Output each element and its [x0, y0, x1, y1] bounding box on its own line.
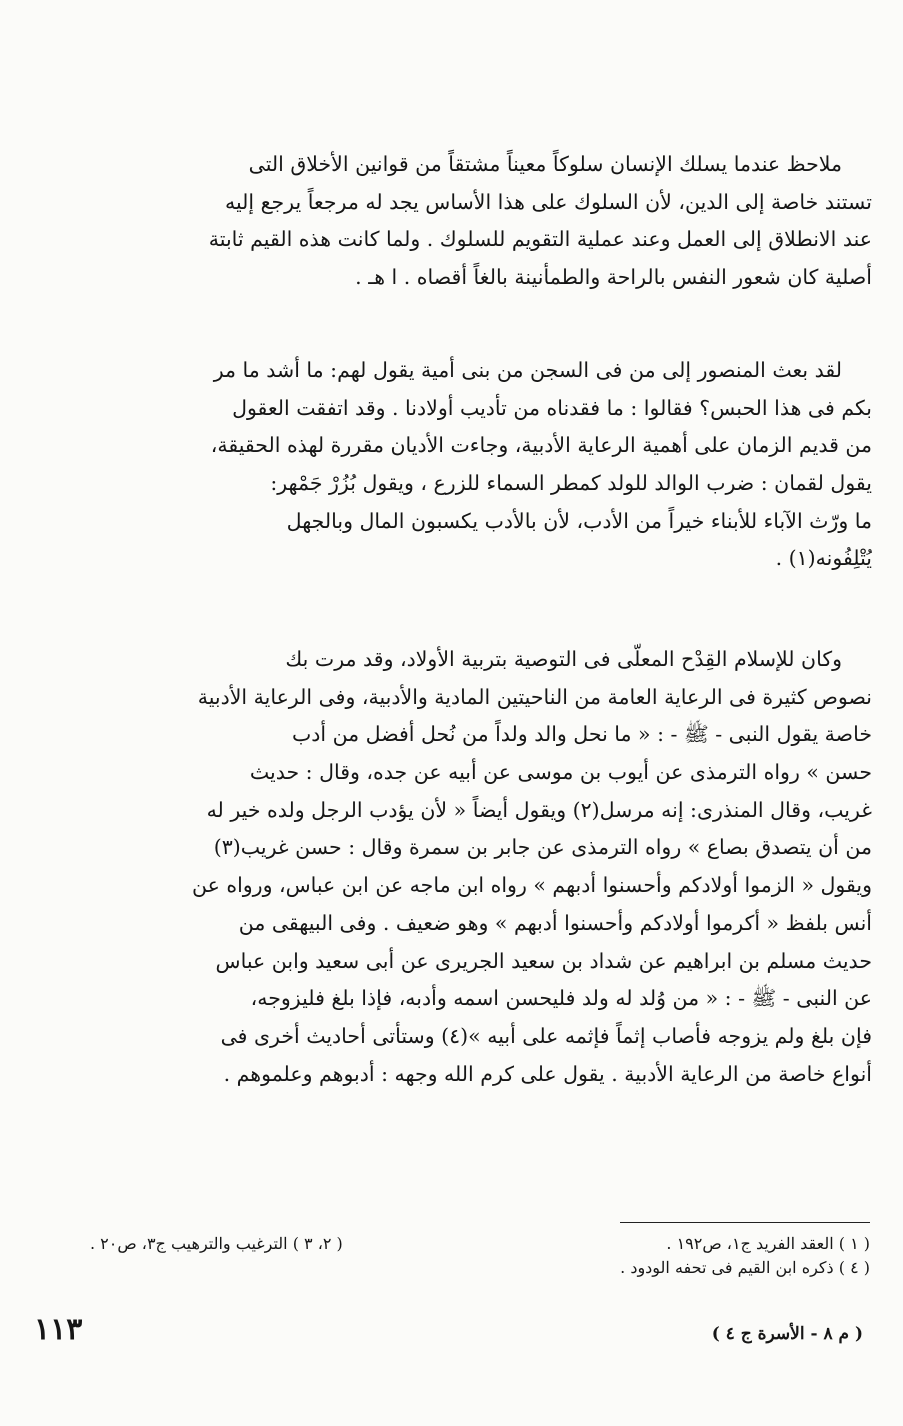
footnote-4: ( ٤ ) ذكره ابن القيم فى تحفه الودود .: [620, 1258, 870, 1277]
text-line: يُتْلِفُونه(١) .: [775, 546, 872, 571]
text-line: عند الانطلاق إلى العمل وعند عملية التقويم للسلوك . ولما كانت هذه القيم ثابتة: [208, 227, 872, 252]
text-line: أصلية كان شعور النفس بالراحة والطمأنينة بالغاً أقصاه . ا هـ .: [355, 265, 872, 290]
paragraph-2: [40, 352, 872, 578]
footnote-row: [90, 1256, 870, 1280]
text-line: بكم فى هذا الحبس؟ فقالوا : ما فقدناه من تأديب أولادنا . وقد اتفقت العقول: [232, 395, 872, 420]
text-line: نصوص كثيرة فى الرعاية العامة من الناحيتين المادية والأدبية، وفى الرعاية الأدبية: [197, 684, 872, 709]
text-line: حسن » رواه الترمذى عن أيوب بن موسى عن أبيه عن جده، وقال : حديث: [249, 760, 872, 785]
text-line: وكان للإسلام القِدْح المعلّى فى التوصية بتربية الأولاد، وقد مرت بك: [285, 647, 842, 671]
text-line: أنس بلفظ « أكرموا أولادكم وأحسنوا أدبهم » وهو ضعيف . وفى البيهقى من: [238, 910, 872, 935]
text-line: من قديم الزمان على أهمية الرعاية الأدبية، وجاءت الأديان مقررة لهذه الحقيقة،: [210, 433, 872, 458]
text-line: ما ورّث الآباء للأبناء خيراً من الأدب، لأن بالأدب يكسبون المال وبالجهل: [286, 508, 872, 533]
text-line: فإن بلغ ولم يزوجه فأصاب إثماً فإثمه على أبيه »(٤) وستأتى أحاديث أخرى فى: [220, 1023, 872, 1048]
text-line: أنواع خاصة من الرعاية الأدبية . يقول على كرم الله وجهه : أدبوهم وعلموهم .: [223, 1061, 872, 1086]
footnote-1: ( ١ ) العقد الفريد ج١، ص١٩٢ .: [666, 1234, 870, 1253]
paragraph-1: [40, 146, 872, 297]
text-line: خاصة يقول النبى - ﷺ - : « ما نحل والد ولداً من نُحل أفضل من أدب: [291, 722, 872, 747]
footnotes: [90, 1232, 870, 1280]
page-number: ١١٣: [34, 1312, 83, 1347]
text-line: حديث مسلم بن ابراهيم عن شداد بن سعيد الجريرى عن أبى سعيد وابن عباس: [215, 948, 872, 973]
paragraph-3: [40, 641, 872, 1093]
text-line: يقول لقمان : ضرب الوالد للولد كمطر السماء للزرع ، ويقول بُزُرْ جَمْهر:: [270, 471, 872, 496]
text-line: غريب، وقال المنذرى: إنه مرسل(٢) ويقول أيضاً « لأن يؤدب الرجل ولده خير له: [206, 797, 872, 822]
footnote-2-3: ( ٢، ٣ ) الترغيب والترهيب ج٣، ص٢٠ .: [90, 1234, 343, 1253]
footnote-divider: [620, 1222, 870, 1223]
printer-signature: ( م ٨ - الأسرة ج ٤ ): [711, 1324, 863, 1344]
text-line: لقد بعث المنصور إلى من فى السجن من بنى أمية يقول لهم: ما أشد ما مر: [213, 358, 842, 382]
text-line: من أن يتصدق بصاع » رواه الترمذى عن جابر بن سمرة وقال : حسن غريب(٣): [213, 835, 872, 860]
text-line: ملاحظ عندما يسلك الإنسان سلوكاً معيناً مشتقاً من قوانين الأخلاق التى: [248, 152, 842, 176]
footnote-row: [90, 1232, 870, 1256]
text-line: تستند خاصة إلى الدين، لأن السلوك على هذا الأساس يجد له مرجعاً يرجع إليه: [224, 189, 872, 214]
text-line: ويقول « الزموا أولادكم وأحسنوا أدبهم » رواه ابن ماجه عن ابن عباس، ورواه عن: [191, 873, 872, 898]
text-line: عن النبى - ﷺ - : « من وُلد له ولد فليحسن اسمه وأدبه، فإذا بلغ فليزوجه،: [250, 986, 872, 1011]
